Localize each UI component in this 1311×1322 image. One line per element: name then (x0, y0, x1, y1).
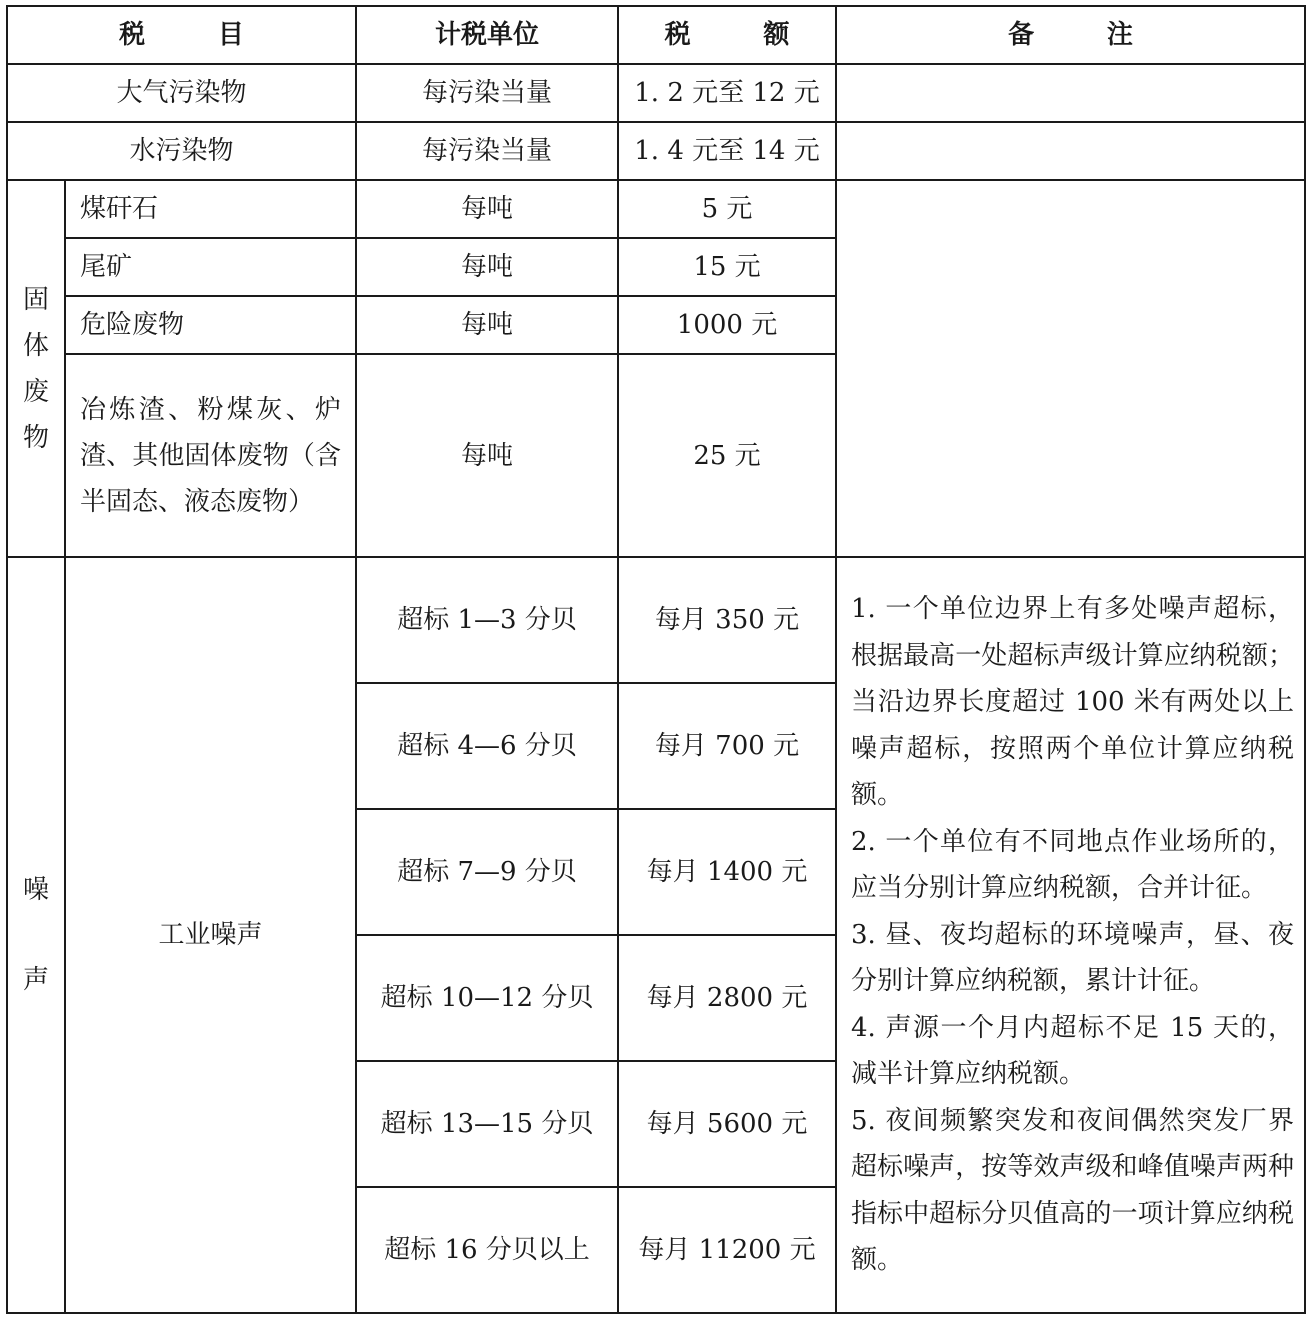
unit-cell: 超标 1—3 分贝 (356, 557, 618, 683)
note-paragraph: 3. 昼、夜均超标的环境噪声，昼、夜分别计算应纳税额，累计计征。 (851, 919, 1294, 997)
note-paragraph: 5. 夜间频繁突发和夜间偶然突发厂界超标噪声，按等效声级和峰值噪声两种指标中超标分贝值高的一项计算应纳税额。 (851, 1105, 1294, 1276)
unit-cell: 每吨 (356, 296, 618, 354)
unit-cell: 超标 10—12 分贝 (356, 935, 618, 1061)
amount-cell: 15 元 (618, 238, 836, 296)
item-cell: 水污染物 (7, 122, 356, 180)
note-paragraph: 4. 声源一个月内超标不足 15 天的，减半计算应纳税额。 (851, 1012, 1294, 1090)
unit-cell: 每吨 (356, 238, 618, 296)
unit-cell: 每吨 (356, 180, 618, 238)
unit-cell: 超标 4—6 分贝 (356, 683, 618, 809)
unit-cell: 超标 16 分贝以上 (356, 1187, 618, 1313)
amount-cell: 每月 350 元 (618, 557, 836, 683)
category-char: 噪 (22, 875, 49, 905)
amount-cell: 1. 2 元至 12 元 (618, 64, 836, 122)
unit-cell: 每污染当量 (356, 122, 618, 180)
item-cell: 尾矿 (65, 238, 356, 296)
category-char: 固 (22, 284, 49, 315)
table-row (7, 180, 1305, 238)
tax-table-container (6, 5, 1306, 1314)
unit-cell: 每吨 (356, 354, 618, 557)
item-cell: 煤矸石 (65, 180, 356, 238)
noise-notes (836, 557, 1305, 1313)
note-paragraph: 2. 一个单位有不同地点作业场所的，应当分别计算应纳税额，合并计征。 (851, 826, 1294, 904)
table-row (7, 557, 1305, 683)
header-row (7, 6, 1305, 64)
header-amount: 税 额 (618, 6, 836, 64)
header-note: 备 注 (836, 6, 1305, 64)
unit-cell: 每污染当量 (356, 64, 618, 122)
amount-cell: 每月 1400 元 (618, 809, 836, 935)
item-cell: 大气污染物 (7, 64, 356, 122)
item-cell: 冶炼渣、粉煤灰、炉渣、其他固体废物（含半固态、液态废物） (65, 354, 356, 557)
unit-cell: 超标 13—15 分贝 (356, 1061, 618, 1187)
item-cell: 危险废物 (65, 296, 356, 354)
amount-cell: 每月 2800 元 (618, 935, 836, 1061)
unit-cell: 超标 7—9 分贝 (356, 809, 618, 935)
table-row (7, 122, 1305, 180)
amount-cell: 每月 11200 元 (618, 1187, 836, 1313)
category-char: 物 (22, 422, 49, 453)
header-unit: 计税单位 (356, 6, 618, 64)
noise-category (7, 557, 65, 1313)
category-char: 体 (22, 330, 49, 361)
note-cell (836, 180, 1305, 557)
amount-cell: 1. 4 元至 14 元 (618, 122, 836, 180)
category-char: 声 (22, 965, 49, 995)
table-row (7, 64, 1305, 122)
amount-cell: 1000 元 (618, 296, 836, 354)
header-item: 税 目 (7, 6, 356, 64)
solid-waste-category (7, 180, 65, 557)
amount-cell: 每月 5600 元 (618, 1061, 836, 1187)
noise-subcategory: 工业噪声 (65, 557, 356, 1313)
amount-cell: 25 元 (618, 354, 836, 557)
note-cell (836, 122, 1305, 180)
category-char: 废 (22, 376, 49, 407)
amount-cell: 每月 700 元 (618, 683, 836, 809)
environmental-tax-table (6, 5, 1306, 1314)
amount-cell: 5 元 (618, 180, 836, 238)
note-paragraph: 1. 一个单位边界上有多处噪声超标，根据最高一处超标声级计算应纳税额；当沿边界长度超过 100 米有两处以上噪声超标，按照两个单位计算应纳税额。 (851, 594, 1294, 811)
note-cell (836, 64, 1305, 122)
